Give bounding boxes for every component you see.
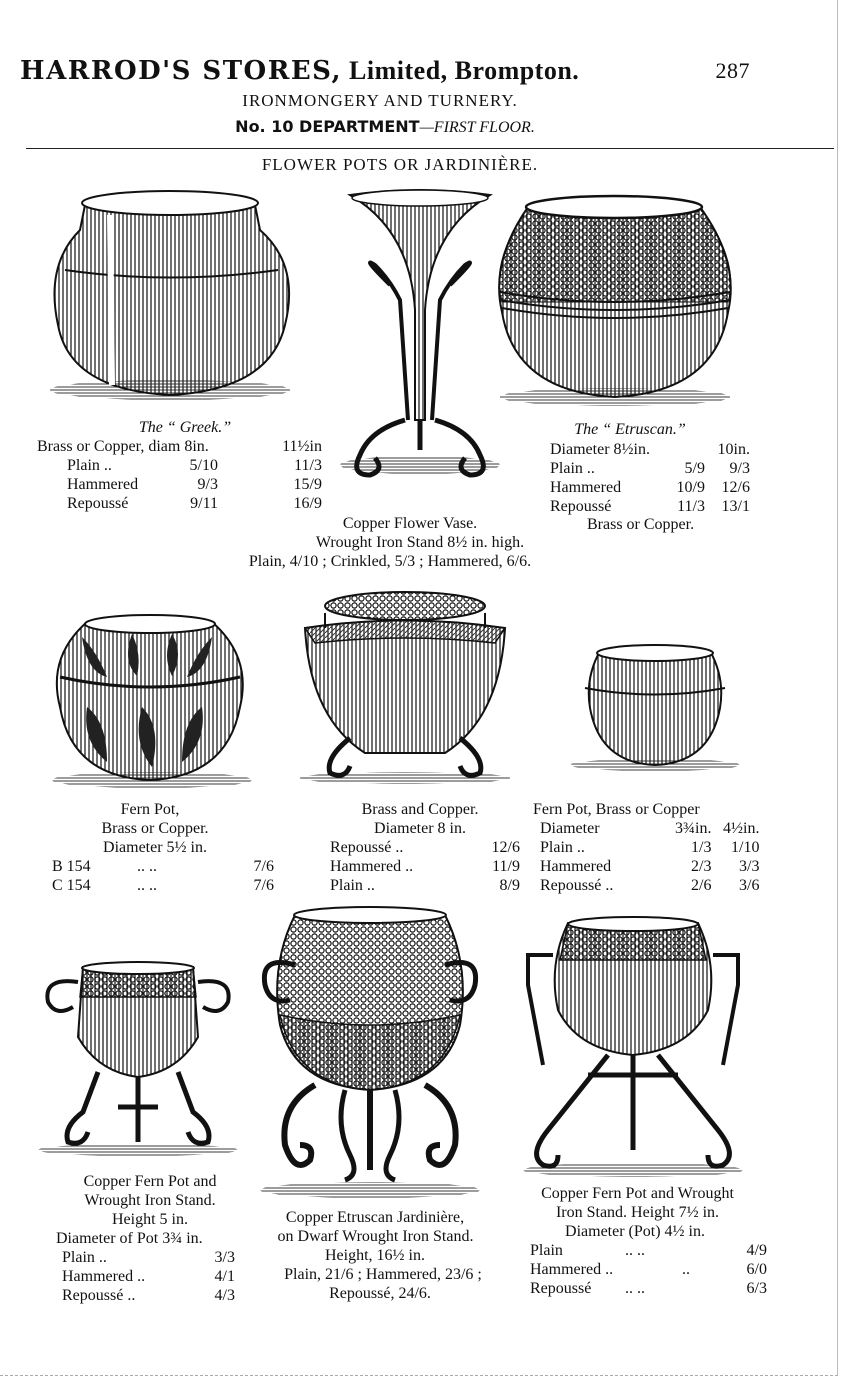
fern-stand-2-caption-2: Iron Stand. Height 7½ in.: [555, 1204, 720, 1221]
table-row: Plain .. 3/3: [62, 1249, 235, 1266]
etruscan-price-table: [550, 440, 750, 516]
brass-copper-caption-2: Diameter 8 in.: [374, 820, 466, 837]
table-row: Hammered .. 4/1: [62, 1268, 235, 1285]
section-title: FLOWER POTS OR JARDINIÈRE.: [261, 155, 539, 174]
vase-caption-1: Copper Flower Vase.: [342, 515, 478, 532]
fern-pot-illustration: [52, 612, 247, 792]
greek-pot-illustration: [50, 185, 310, 410]
brass-copper-pot-illustration: [295, 588, 515, 788]
greek-price-table: [37, 437, 322, 513]
fern-stand-caption-3: Height 5 in.: [112, 1211, 188, 1228]
page-number: 287: [715, 58, 750, 83]
greek-title: The “ Greek.”: [138, 419, 232, 436]
fern-pot-caption-3: Diameter 5½ in.: [103, 839, 207, 856]
table-row: Repoussé 9/11 16/9: [67, 495, 322, 512]
fern-stand-illustration: [38, 962, 243, 1157]
fern-stand-2-price-table: [530, 1241, 767, 1298]
page-subtitle: IRONMONGERY AND TURNERY.: [242, 91, 518, 110]
table-row: B 154 .. .. 7/6: [52, 858, 274, 875]
fern-stand-2-caption-1: Copper Fern Pot and Wrought: [541, 1185, 734, 1202]
table-row: Plain .. 1/3 1/10: [540, 839, 760, 856]
vase-caption-3: Plain, 4/10 ; Crinkled, 5/3 ; Hammered, 6/6.: [248, 553, 532, 570]
page-header: [20, 56, 750, 86]
table-row: Plain .. 8/9: [330, 877, 520, 894]
etruscan-dwarf-caption-5: Repoussé, 24/6.: [329, 1285, 431, 1302]
department-floor: —FIRST FLOOR.: [419, 119, 535, 136]
department-name: No. 10 DEPARTMENT: [235, 117, 420, 136]
table-row: Plain .. 5/10 11/3: [67, 457, 322, 474]
table-row: Diameter 8½in. 10in.: [550, 441, 750, 458]
table-row: Plain .. 5/9 9/3: [550, 460, 750, 477]
fern-stand-2-illustration: [518, 915, 748, 1180]
etruscan-material: Brass or Copper.: [587, 516, 695, 533]
fern-pot-2-caption: Fern Pot, Brass or Copper: [533, 801, 700, 818]
fern-stand-caption-2: Wrought Iron Stand.: [84, 1192, 216, 1209]
table-row: C 154 .. .. 7/6: [52, 877, 274, 894]
fern-pot-price-table: [52, 857, 274, 895]
fern-pot-caption-1: Fern Pot,: [120, 801, 180, 818]
etruscan-dwarf-caption-4: Plain, 21/6 ; Hammered, 23/6 ;: [284, 1266, 482, 1283]
table-row: Repoussé .. 12/6: [330, 839, 520, 856]
fern-stand-caption-4: Diameter of Pot 3¾ in.: [56, 1230, 203, 1247]
table-row: Plain .. .. 4/9: [530, 1242, 767, 1259]
table-row: Brass or Copper, diam 8in. 11½in: [37, 438, 322, 455]
table-row: Repoussé .. 4/3: [62, 1287, 235, 1304]
etruscan-dwarf-caption-3: Height, 16½ in.: [325, 1247, 425, 1264]
etruscan-dwarf-caption-2: on Dwarf Wrought Iron Stand.: [277, 1228, 474, 1245]
table-row: Hammered .. .. 6/0: [530, 1261, 767, 1278]
fern-stand-caption-1: Copper Fern Pot and: [83, 1173, 217, 1190]
etruscan-dwarf-caption-1: Copper Etruscan Jardinière,: [285, 1209, 465, 1226]
company-name: Limited, Brompton.: [349, 56, 580, 85]
fern-stand-2-caption-3: Diameter (Pot) 4½ in.: [565, 1223, 705, 1240]
table-row: Hammered 10/9 12/6: [550, 479, 750, 496]
table-row: Repoussé .. .. 6/3: [530, 1280, 767, 1297]
table-row: Hammered 2/3 3/3: [540, 858, 760, 875]
brass-copper-caption-1: Brass and Copper.: [361, 801, 479, 818]
etruscan-pot-illustration: [490, 192, 740, 412]
table-row: Repoussé 11/3 13/1: [550, 498, 750, 515]
copper-vase-illustration: [330, 190, 510, 490]
small-fern-pot-illustration: [565, 643, 745, 773]
table-row: Hammered 9/3 15/9: [67, 476, 322, 493]
etruscan-dwarf-illustration: [255, 905, 485, 1200]
store-name: HARROD'S STORES,: [20, 56, 343, 86]
header-rule: [26, 148, 834, 149]
etruscan-title: The “ Etruscan.”: [574, 421, 686, 438]
fern-pot-caption-2: Brass or Copper.: [101, 820, 209, 837]
brass-copper-price-table: [330, 838, 520, 895]
fern-stand-price-table: [62, 1248, 235, 1305]
vase-caption-2: Wrought Iron Stand 8½ in. high.: [315, 534, 525, 551]
fern-pot-2-price-table: [540, 819, 759, 895]
table-row: Diameter 3¾in. 4½in.: [540, 820, 760, 837]
table-row: Hammered .. 11/9: [330, 858, 520, 875]
table-row: Repoussé .. 2/6 3/6: [540, 877, 760, 894]
department-line: [150, 117, 620, 137]
